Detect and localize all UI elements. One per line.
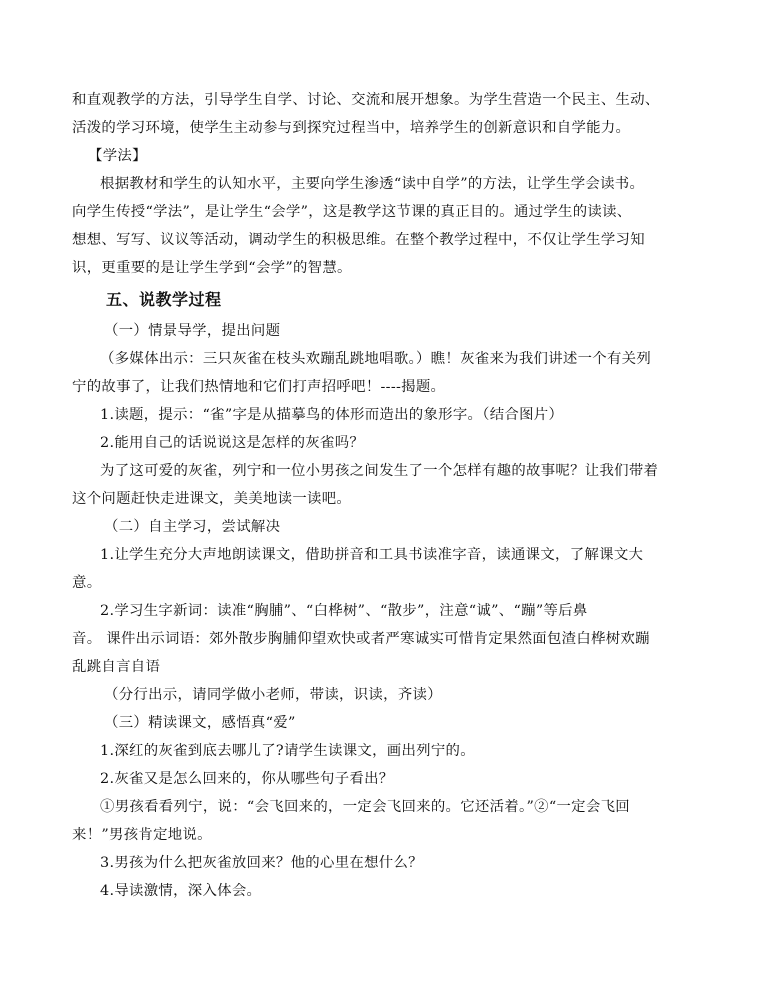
list-item: 1.深红的灰雀到底去哪儿了?请学生读课文，画出列宁的。 bbox=[100, 743, 475, 759]
paragraph-line: 音。 课件出示词语：郊外散步胸脯仰望欢快或者严寒诚实可惜肯定果然面包渣白桦树欢蹦 bbox=[72, 631, 650, 647]
paragraph-line: 这个问题赶快走进课文，美美地读一读吧。 bbox=[72, 491, 352, 507]
list-item: 1.让学生充分大声地朗读课文，借助拼音和工具书读准字音，读通课文，了解课文大 bbox=[100, 547, 644, 563]
subsection-title: （三）精读课文，感悟真“爱” bbox=[104, 715, 296, 731]
paragraph-line: 想想、写写、议议等活动，调动学生的积极思维。在整个教学过程中，不仅让学生学习知 bbox=[72, 232, 645, 248]
paragraph-line: 来！”男孩肯定地说。 bbox=[72, 827, 212, 843]
list-item: 1.读题，提示：“雀”字是从描摹鸟的体形而造出的象形字。（结合图片） bbox=[100, 407, 564, 423]
list-item: 2.能用自己的话说说这是怎样的灰雀吗？ bbox=[100, 435, 365, 451]
paragraph-line: 乱跳自言自语 bbox=[72, 659, 161, 675]
paragraph-line: 活泼的学习环境，使学生主动参与到探究过程当中，培养学生的创新意识和自学能力。 bbox=[72, 120, 631, 136]
paragraph-line: （分行出示，请同学做小老师，带读，识读，齐读） bbox=[104, 687, 442, 703]
paragraph-line: ①男孩看看列宁，说：“会飞回来的，一定会飞回来的。它还活着。”②“一定会飞回 bbox=[100, 799, 630, 815]
list-item: 2.灰雀又是怎么回来的，你从哪些句子看出？ bbox=[100, 771, 394, 787]
xuefa-heading: 【学法】 bbox=[88, 148, 147, 164]
section-heading: 五、说教学过程 bbox=[106, 290, 222, 309]
paragraph-line: 识，更重要的是让学生学到“会学”的智慧。 bbox=[72, 260, 352, 276]
subsection-title: （二）自主学习，尝试解决 bbox=[104, 519, 281, 535]
paragraph-line: 为了这可爱的灰雀，列宁和一位小男孩之间发生了一个怎样有趣的故事呢？让我们带着 bbox=[100, 463, 659, 479]
paragraph-line: 向学生传授“学法”，是让学生“会学”，这是教学这节课的真正目的。通过学生的读读、 bbox=[72, 204, 632, 220]
paragraph-line: 宁的故事了，让我们热情地和它们打声招呼吧！----揭题。 bbox=[72, 379, 446, 395]
list-item: 2.学习生字新词：读准“胸脯”、“白桦树”、“散步”，注意“诚”、“蹦”等后鼻 bbox=[100, 603, 588, 619]
subsection-title: （一）情景导学，提出问题 bbox=[104, 323, 281, 339]
list-item: 4.导读激情，深入体会。 bbox=[100, 883, 262, 899]
list-item: 3.男孩为什么把灰雀放回来？他的心里在想什么？ bbox=[100, 855, 423, 871]
paragraph-line: （多媒体出示：三只灰雀在枝头欢蹦乱跳地唱歌。）瞧！灰雀来为我们讲述一个有关列 bbox=[100, 351, 652, 367]
paragraph-line: 根据教材和学生的认知水平，主要向学生渗透“读中自学”的方法，让学生学会读书。 bbox=[100, 176, 645, 192]
paragraph-line: 意。 bbox=[72, 575, 102, 591]
paragraph-line: 和直观教学的方法，引导学生自学、讨论、交流和展开想象。为学生营造一个民主、生动、 bbox=[72, 92, 660, 108]
